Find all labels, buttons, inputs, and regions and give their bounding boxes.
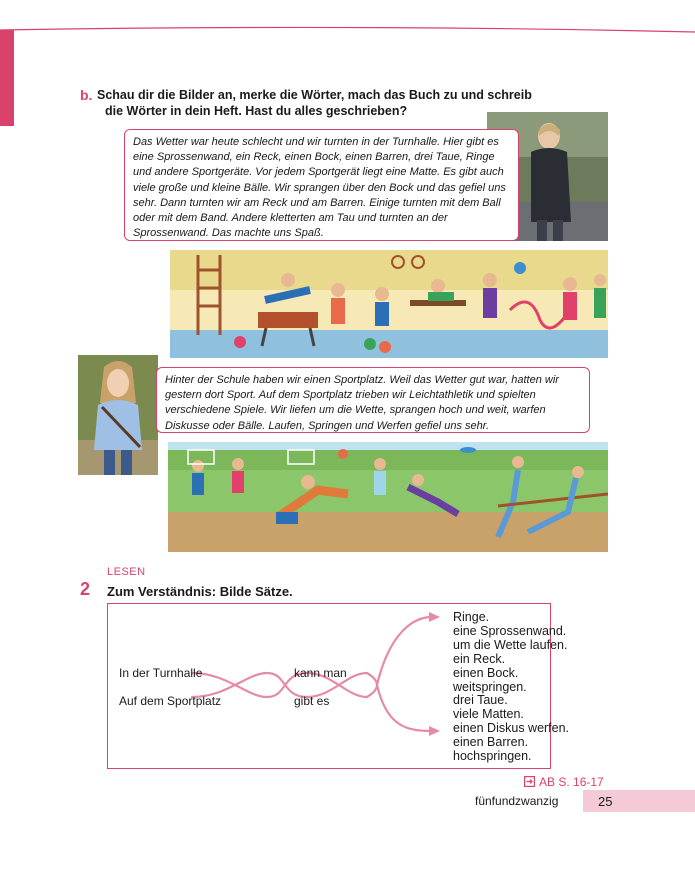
photo-girl-sportplatz bbox=[78, 355, 158, 475]
section-label-lesen: LESEN bbox=[107, 566, 146, 578]
subject-sportplatz: Auf dem Sportplatz bbox=[119, 694, 222, 708]
workbook-arrow-icon bbox=[524, 776, 535, 787]
workbook-reference-text: AB S. 16-17 bbox=[539, 775, 604, 789]
ending-item: hochspringen. bbox=[453, 749, 532, 764]
page-number-word: fünfundzwanzig bbox=[475, 794, 559, 808]
exercise-2-title: Zum Verständnis: Bilde Sätze. bbox=[107, 584, 293, 599]
ending-item: drei Taue. bbox=[453, 693, 508, 708]
ending-item: ein Reck. bbox=[453, 651, 506, 666]
instruction-line-1: Schau dir die Bilder an, merke die Wörter, mach das Buch zu und schreib bbox=[97, 88, 532, 102]
subject-turnhalle: In der Turnhalle bbox=[119, 666, 203, 680]
workbook-reference bbox=[524, 775, 604, 789]
ending-item: Ringe. bbox=[453, 610, 490, 624]
ending-item: einen Bock. bbox=[453, 665, 519, 680]
exercise-b-letter: b. bbox=[80, 87, 93, 103]
top-decorative-line bbox=[0, 0, 695, 40]
verb-gibt-es: gibt es bbox=[294, 694, 330, 708]
text-box-turnhalle: Das Wetter war heute schlecht und wir turnten in der Turnhalle. Hier gibt es eine Sprossenwand, ein Reck, einen Bock, einen Barren, drei Taue, Ringe und andere Sportgeräte. Vor jedem Sportgerät liegt eine Matte. Es gibt auch viele große und kleine Bälle. Wir sprangen über den Bock und das gefiel uns sehr. Dann turnten wir am Reck und am Barren. Einige turnten mit dem Ball oder mit dem Band. Andere kletterten am Tau und turnten an der Sprossenwand. Das machte uns Spaß. bbox=[124, 129, 519, 241]
illustration-sports-field bbox=[168, 442, 608, 552]
chapter-tab bbox=[0, 30, 14, 126]
sentence-endings-list bbox=[453, 611, 569, 764]
instruction-line-2: die Wörter in dein Heft. Hast du alles geschrieben? bbox=[105, 104, 408, 118]
exercise-b-instruction bbox=[97, 87, 537, 119]
text-box-sportplatz: Hinter der Schule haben wir einen Sportplatz. Weil das Wetter gut war, hatten wir gestern dort Sport. Auf dem Sportplatz trieben wir Leichtathletik und spielten verschiedene Spiele. Wir liefen um die Wette, sprangen hoch und weit, warfen Diskusse oder Bälle. Laufen, Springen und Werfen gefiel uns sehr. bbox=[156, 367, 590, 433]
page-number: 25 bbox=[598, 794, 613, 809]
ending-item: einen Diskus werfen. bbox=[453, 721, 570, 736]
ending-item: um die Wette laufen. bbox=[453, 637, 568, 652]
ending-item: viele Matten. bbox=[453, 707, 524, 722]
exercise-2-number: 2 bbox=[80, 579, 91, 599]
ending-item: einen Barren. bbox=[453, 735, 529, 750]
ending-item: weitspringen. bbox=[453, 679, 527, 694]
ending-item: eine Sprossenwand. bbox=[453, 623, 567, 638]
illustration-gymnasium bbox=[170, 250, 608, 358]
verb-kann-man: kann man bbox=[294, 666, 347, 680]
